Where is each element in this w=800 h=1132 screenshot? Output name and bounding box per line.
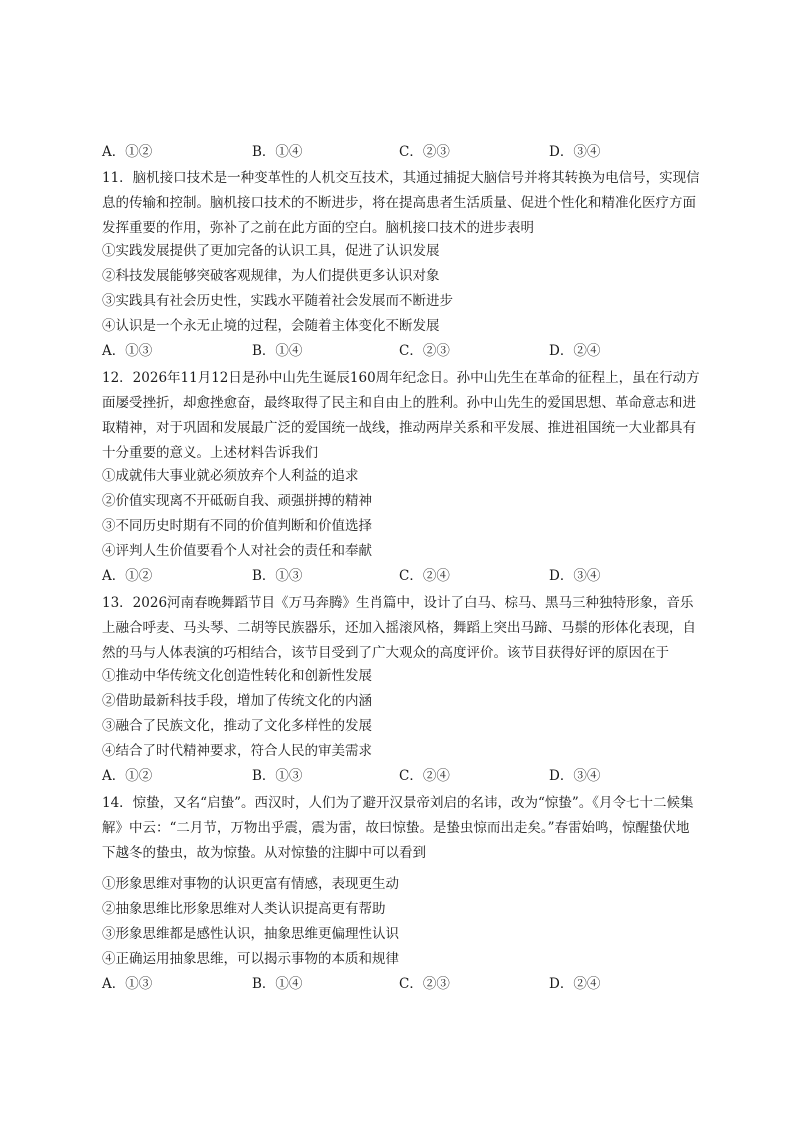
q13-item-1: ①推动中华传统文化创造性转化和创新性发展 — [102, 668, 372, 684]
option-b: B．①④ — [252, 976, 303, 992]
q14-item-2: ②抽象思维比形象思维对人类认识提高更有帮助 — [102, 901, 386, 917]
option-b: B．①③ — [252, 768, 303, 784]
q12-stem: 12．2026年11月12日是孙中山先生诞辰160周年纪念日。孙中山先生在革命的征程上，虽在行动方面屡受挫折，却愈挫愈奋，最终取得了民主和自由上的胜利。孙中山先生的爱国思想、革命意志和进取精神，对于巩固和发展最广泛的爱国统一战线，推动两岸关系和平发展、推进祖国统一大业都具有十分重要的意义。上述材料告诉我们 — [102, 370, 700, 461]
option-d: D．③④ — [549, 768, 601, 784]
option-b: B．①④ — [252, 343, 303, 359]
option-a: A．①③ — [102, 976, 153, 992]
q11-item-3: ③实践具有社会历史性，实践水平随着社会发展而不断进步 — [102, 293, 453, 309]
option-c: C．②④ — [399, 768, 450, 784]
option-a: A．①③ — [102, 343, 153, 359]
q13-item-2: ②借助最新科技手段，增加了传统文化的内涵 — [102, 693, 372, 709]
option-d: D．②④ — [549, 976, 601, 992]
option-a: A．①② — [102, 144, 153, 160]
option-d: D．③④ — [549, 144, 601, 160]
q11-item-1: ①实践发展提供了更加完备的认识工具，促进了认识发展 — [102, 243, 440, 259]
q13-item-3: ③融合了民族文化，推动了文化多样性的发展 — [102, 718, 372, 734]
option-b: B．①③ — [252, 568, 303, 584]
option-a: A．①② — [102, 568, 153, 584]
q12-item-3: ③不同历史时期有不同的价值判断和价值选择 — [102, 518, 372, 534]
q11-stem: 11．脑机接口技术是一种变革性的人机交互技术，其通过捕捉大脑信号并将其转换为电信号，实现信息的传输和控制。脑机接口技术的不断进步，将在提高患者生活质量、促进个性化和精准化医疗方面发挥重要的作用，弥补了之前在此方面的空白。脑机接口技术的进步表明 — [102, 170, 700, 236]
option-c: C．②③ — [399, 144, 450, 160]
q11-item-2: ②科技发展能够突破客观规律，为人们提供更多认识对象 — [102, 268, 440, 284]
option-d: D．③④ — [549, 568, 601, 584]
option-c: C．②③ — [399, 976, 450, 992]
option-c: C．②③ — [399, 343, 450, 359]
q14-item-3: ③形象思维都是感性认识，抽象思维更偏理性认识 — [102, 926, 399, 942]
q12-item-2: ②价值实现离不开砥砺自我、顽强拼搏的精神 — [102, 493, 372, 509]
q12-item-4: ④评判人生价值要看个人对社会的责任和奉献 — [102, 543, 372, 559]
q14-item-4: ④正确运用抽象思维，可以揭示事物的本质和规律 — [102, 951, 399, 967]
option-b: B．①④ — [252, 144, 303, 160]
q13-item-4: ④结合了时代精神要求，符合人民的审美需求 — [102, 743, 372, 759]
q13-stem: 13．2026河南春晚舞蹈节目《万马奔腾》生肖篇中，设计了白马、棕马、黑马三种独特形象，音乐上融合呼麦、马头琴、二胡等民族器乐，还加入摇滚风格，舞蹈上突出马蹄、马鬃的形体化表现，自然的马与人体表演的巧相结合，该节目受到了广大观众的高度评价。该节目获得好评的原因在于 — [102, 595, 696, 661]
q11-item-4: ④认识是一个永无止境的过程，会随着主体变化不断发展 — [102, 318, 440, 334]
option-d: D．②④ — [549, 343, 601, 359]
option-a: A．①② — [102, 768, 153, 784]
q14-item-1: ①形象思维对事物的认识更富有情感，表现更生动 — [102, 876, 399, 892]
option-c: C．②④ — [399, 568, 450, 584]
q14-stem: 14．惊蛰，又名“启蛰”。西汉时，人们为了避开汉景帝刘启的名讳，改为“惊蛰”。《月令七十二候集解》中云：“二月节，万物出乎震，震为雷，故曰惊蛰。是蛰虫惊而出走矣。”春雷始鸣，惊醒蛰伏地下越冬的蛰虫，故为惊蛰。从对惊蛰的注脚中可以看到 — [102, 795, 694, 861]
q12-item-1: ①成就伟大事业就必须放弃个人利益的追求 — [102, 468, 359, 484]
